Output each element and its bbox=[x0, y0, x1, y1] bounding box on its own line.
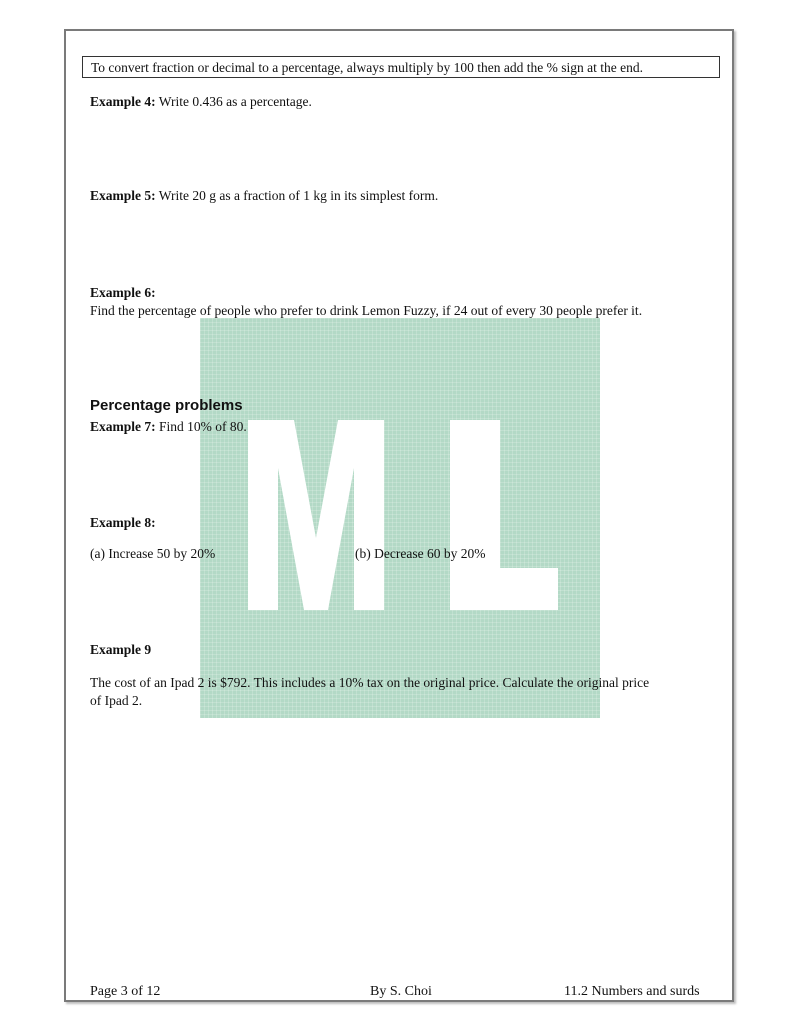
example-9-label: Example 9 bbox=[90, 642, 152, 657]
example-4-label: Example 4: bbox=[90, 94, 156, 109]
example-5-text: Write 20 g as a fraction of 1 kg in its simplest form. bbox=[155, 188, 439, 203]
section-heading: Percentage problems bbox=[90, 397, 243, 414]
example-5-label: Example 5: bbox=[90, 188, 156, 203]
example-5 bbox=[90, 187, 438, 204]
example-7-text: Find 10% of 80. bbox=[155, 419, 247, 434]
example-7 bbox=[90, 418, 247, 435]
watermark-logo bbox=[200, 318, 600, 718]
footer-page-number: Page 3 of 12 bbox=[90, 984, 161, 999]
example-8-part-b: (b) Decrease 60 by 20% bbox=[355, 546, 486, 561]
example-9-text-line-1: The cost of an Ipad 2 is $792. This includes a 10% tax on the original price. Calculate the original price bbox=[90, 675, 650, 690]
watermark-letter-m bbox=[248, 420, 384, 610]
example-6-label: Example 6: bbox=[90, 285, 156, 300]
example-4-text: Write 0.436 as a percentage. bbox=[155, 94, 312, 109]
footer-topic: 11.2 Numbers and surds bbox=[564, 984, 700, 999]
example-8-part-a: (a) Increase 50 by 20% bbox=[90, 546, 216, 561]
example-4 bbox=[90, 93, 312, 110]
footer-author: By S. Choi bbox=[370, 984, 432, 999]
example-6-text: Find the percentage of people who prefer to drink Lemon Fuzzy, if 24 out of every 30 people prefer it. bbox=[90, 303, 643, 318]
example-8-label: Example 8: bbox=[90, 515, 156, 530]
example-9-text-line-2: of Ipad 2. bbox=[90, 693, 143, 708]
example-7-label: Example 7: bbox=[90, 419, 156, 434]
watermark-letter-l bbox=[450, 420, 558, 610]
conversion-tip-box: To convert fraction or decimal to a percentage, always multiply by 100 then add the % sign at the end. bbox=[82, 56, 720, 78]
